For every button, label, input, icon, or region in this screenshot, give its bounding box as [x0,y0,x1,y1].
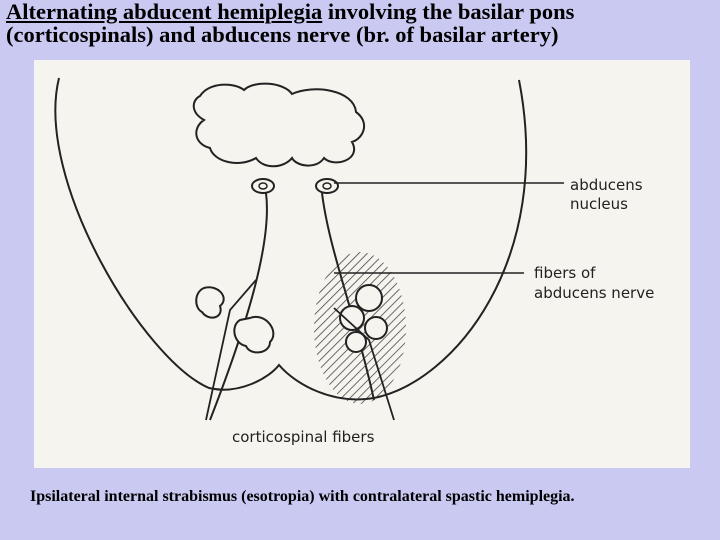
slide-caption: Ipsilateral internal strabismus (esotropia) with contralateral spastic hemiplegia. [30,488,575,505]
title-line1-rest: involving the basilar pons [322,0,575,24]
corticospinal-blob-right-3 [365,317,387,339]
abducens-nucleus-left [252,179,274,193]
title-line2: (corticospinals) and abducens nerve (br. of basilar artery) [6,22,559,47]
corticospinal-blob-left-1 [196,287,223,317]
label-abducens: abducens [570,176,643,194]
corticospinal-blob-right-1 [356,285,382,311]
label-fibers-of: fibers of [534,264,596,282]
title-underlined: Alternating abducent hemiplegia [6,0,323,24]
label-nucleus: nucleus [570,195,628,213]
abducens-nucleus-left-inner [259,183,267,189]
label-abducens-nerve: abducens nerve [534,284,655,302]
pons-outline [55,78,526,399]
pons-diagram [34,60,690,468]
corticospinal-blob-right-2 [340,306,364,330]
pons-diagram-svg [34,60,690,468]
corticospinal-blob-left-2 [234,317,273,353]
abducens-nucleus-right [316,179,338,193]
abducens-nucleus-right-inner [323,183,331,189]
slide-title [6,0,718,46]
fourth-ventricle [194,84,364,167]
label-corticospinal-fibers: corticospinal fibers [232,428,375,446]
